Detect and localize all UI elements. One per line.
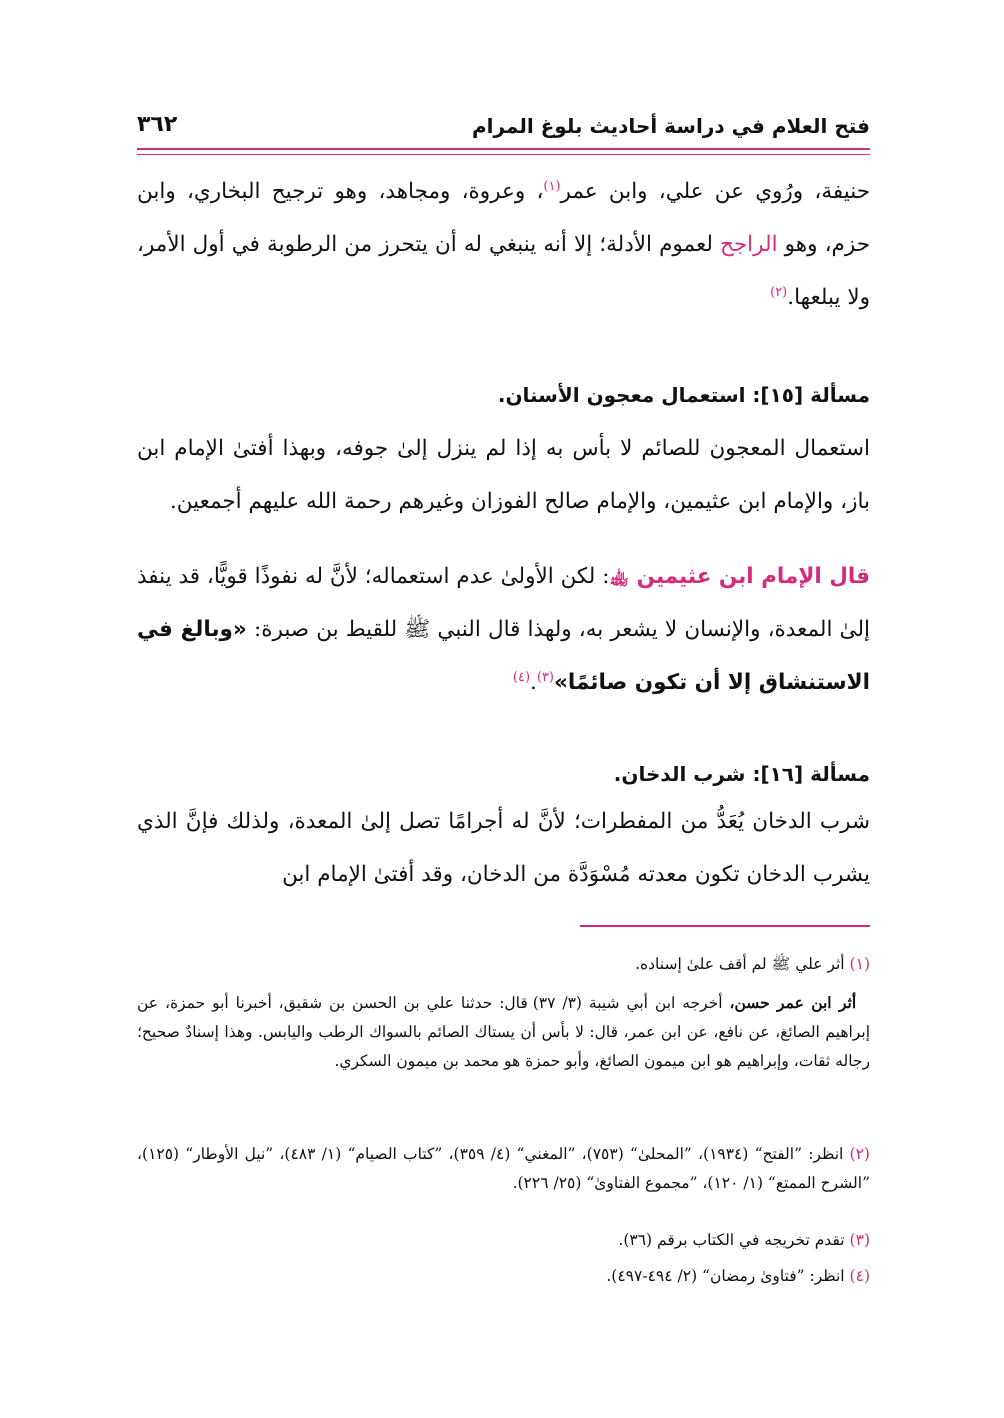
footnote-ref-2[interactable]: (٢) <box>770 284 788 300</box>
header-rule-thick <box>137 148 870 150</box>
p3-hadith-quote: «وبالغ في الاستنشاق إلا أن تكون صائمًا» <box>137 617 870 695</box>
footnote-2-number: (٢) <box>849 1145 870 1163</box>
p3-lead-ibn-uthaymeen: قال الإمام ابن عثيمين ﵀ <box>609 564 871 589</box>
p1-highlight-rajih: الراجح <box>720 232 778 257</box>
header-rule-thin <box>137 154 870 155</box>
footnote-3 <box>137 1226 870 1255</box>
paragraph-3 <box>137 550 870 709</box>
heading-issue-16: مسألة [١٦]: شرب الدخان. <box>613 762 870 786</box>
footnote-2 <box>137 1140 870 1198</box>
p1-line1-b: ، وعروة، ومجاهد، وهو ترجيح البخاري، <box>186 179 544 204</box>
p1-line2-a: وابن حزم، وهو <box>137 179 870 257</box>
footnote-separator <box>580 925 870 927</box>
footnote-ref-3[interactable]: (٣) <box>536 669 554 685</box>
running-header <box>137 110 870 146</box>
p4-text: شرب الدخان يُعَدُّ من المفطرات؛ لأنَّ له أجرامًا تصل إلىٰ المعدة، ولذلك فإنَّ الذي يشرب الدخان تكون معدته مُسْوَدَّة من الدخان، وقد أفتىٰ الإمام ابن <box>137 809 870 887</box>
footnote-2-text: انظر: ”الفتح“ (١٩٣٤)، ”المحلىٰ“ (٧٥٣)، ”المغني“ (٤/ ٣٥٩)، ”كتاب الصيام“ (١/ ٤٨٣)، ”نيل الأوطار“ (١٢٥)، ”الشرح الممتع“ (١/ ١٢٠)، ”مجموع الفتاوىٰ“ (٢٥/ ٢٢٦). <box>137 1145 870 1192</box>
p1-line1-a: حنيفة، ورُوي عن علي، وابن عمر <box>560 179 870 204</box>
footnote-1b-lead: أثر ابن عمر حسن، <box>729 993 857 1012</box>
paragraph-2 <box>137 422 870 528</box>
book-title: فتح العلام في دراسة أحاديث بلوغ المرام <box>471 114 870 138</box>
footnote-4-text: انظر: ”فتاوىٰ رمضان“ (٢/ ٤٩٤-٤٩٧). <box>606 1267 845 1285</box>
heading-issue-15: مسألة [١٥]: استعمال معجون الأسنان. <box>497 383 870 407</box>
footnote-1b <box>137 988 870 1076</box>
footnote-4 <box>137 1262 870 1291</box>
p3-dot: . <box>530 670 537 695</box>
footnote-1-text: أثر علي ﷺ لم أقف علىٰ إسناده. <box>635 955 845 973</box>
footnote-1 <box>137 950 870 979</box>
footnote-ref-1[interactable]: (١) <box>543 178 561 194</box>
footnote-3-text: تقدم تخريجه في الكتاب برقم (٣٦). <box>618 1231 845 1249</box>
footnote-4-number: (٤) <box>849 1267 870 1285</box>
paragraph-1 <box>137 165 870 324</box>
footnote-1-number: (١) <box>849 955 870 973</box>
footnote-3-number: (٣) <box>849 1231 870 1249</box>
p3-text: : لكن الأولىٰ عدم استعماله؛ لأنَّ له نفوذًا قويًّا، قد ينفذ إلىٰ المعدة، والإنسان لا يشعر به، ولهذا قال النبي ﷺ للقيط بن صبرة: <box>137 564 871 642</box>
footnote-ref-4[interactable]: (٤) <box>512 669 531 685</box>
page-number: ٣٦٢ <box>137 112 178 137</box>
p1-line3: أول الأمر، ولا يبلعها. <box>137 232 870 310</box>
p2-text: استعمال المعجون للصائم لا بأس به إذا لم ينزل إلىٰ جوفه، وبهذا أفتىٰ الإمام ابن باز، والإمام ابن عثيمين، والإمام صالح الفوزان وغيرهم رحمة الله عليهم أجمعين. <box>137 436 870 514</box>
p1-line2-b: لعموم الأدلة؛ إلا أنه ينبغي له أن يتحرز من الرطوبة في <box>231 232 721 257</box>
footnote-1b-text: أخرجه ابن أبي شيبة (٣/ ٣٧) قال: حدثنا علي بن الحسن بن شقيق، أخبرنا أبو حمزة، عن إبراهيم الصائغ، عن نافع، عن ابن عمر، قال: لا بأس أن يستاك الصائم بالسواك الرطب واليابس. وهذا إسنادٌ صحيح؛ رجاله ثقات، وإبراهيم هو ابن ميمون الصائغ، وأبو حمزة هو محمد بن ميمون السكري. <box>137 994 870 1070</box>
paragraph-4 <box>137 795 870 901</box>
